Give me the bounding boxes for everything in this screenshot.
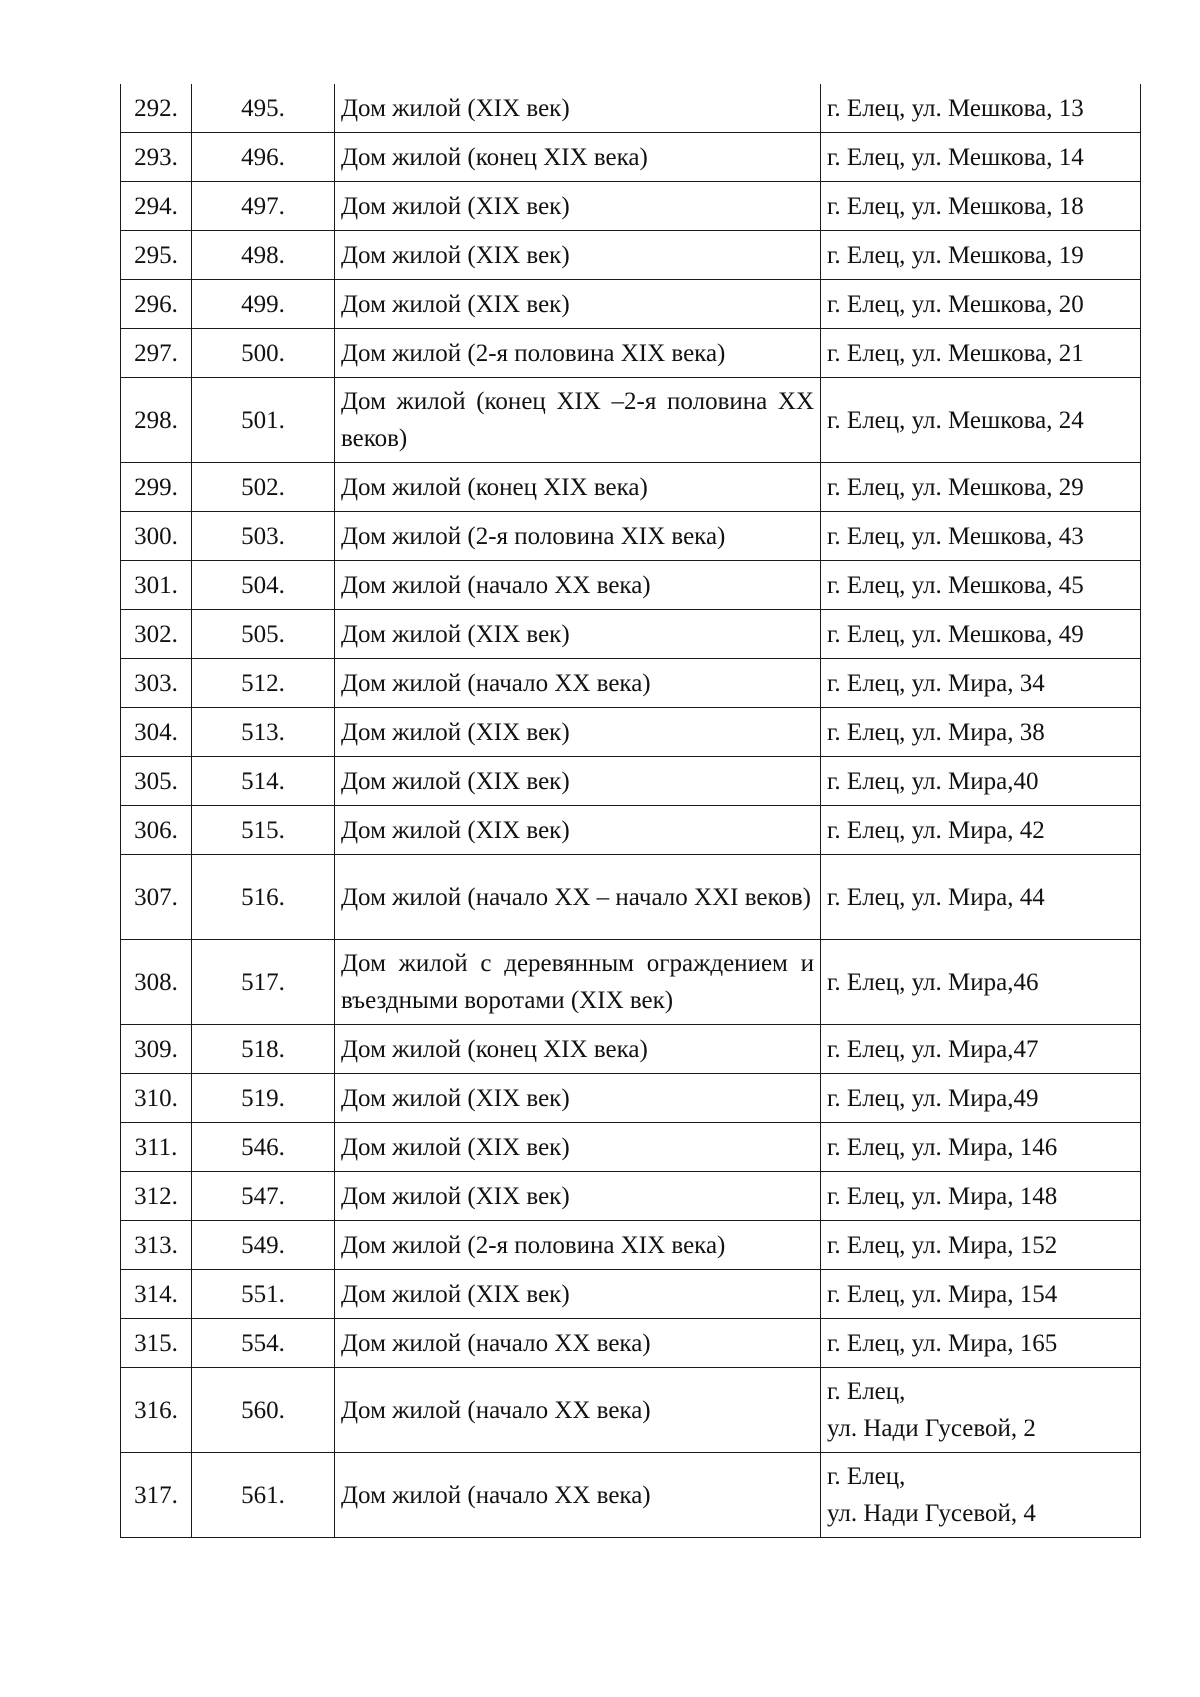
object-code-cell: 504. bbox=[192, 561, 335, 610]
object-name-cell: Дом жилой (XIX век) bbox=[335, 231, 821, 280]
object-name-cell: Дом жилой (начало XX века) bbox=[335, 1368, 821, 1453]
row-number-cell: 306. bbox=[121, 806, 192, 855]
heritage-registry-table bbox=[120, 84, 1141, 1538]
table-row bbox=[121, 1319, 1141, 1368]
object-name-cell: Дом жилой (XIX век) bbox=[335, 806, 821, 855]
row-number-cell: 299. bbox=[121, 463, 192, 512]
object-address-cell: г. Елец, ул. Мира, 34 bbox=[821, 659, 1141, 708]
table-row bbox=[121, 940, 1141, 1025]
table-row bbox=[121, 1123, 1141, 1172]
object-name-cell: Дом жилой (конец XIX века) bbox=[335, 1025, 821, 1074]
table-row bbox=[121, 757, 1141, 806]
object-address-cell: г. Елец, ул. Мира,40 bbox=[821, 757, 1141, 806]
table-row bbox=[121, 1172, 1141, 1221]
row-number-cell: 308. bbox=[121, 940, 192, 1025]
object-address-cell: г. Елец, ул. Мира, 42 bbox=[821, 806, 1141, 855]
object-name-cell: Дом жилой (начало XX века) bbox=[335, 561, 821, 610]
object-name-cell: Дом жилой (XIX век) bbox=[335, 84, 821, 133]
table-row bbox=[121, 1025, 1141, 1074]
table-row bbox=[121, 1453, 1141, 1538]
object-address-cell: г. Елец, ул. Мешкова, 49 bbox=[821, 610, 1141, 659]
object-name-cell: Дом жилой (XIX век) bbox=[335, 610, 821, 659]
row-number-cell: 305. bbox=[121, 757, 192, 806]
row-number-cell: 314. bbox=[121, 1270, 192, 1319]
row-number-cell: 292. bbox=[121, 84, 192, 133]
object-code-cell: 518. bbox=[192, 1025, 335, 1074]
table-row bbox=[121, 610, 1141, 659]
object-name-cell: Дом жилой (начало XX – начало XXI веков) bbox=[335, 855, 821, 940]
table-row bbox=[121, 329, 1141, 378]
table-row bbox=[121, 561, 1141, 610]
table-row bbox=[121, 1368, 1141, 1453]
object-code-cell: 560. bbox=[192, 1368, 335, 1453]
object-address-cell: г. Елец, ул. Мешкова, 24 bbox=[821, 378, 1141, 463]
table-row bbox=[121, 659, 1141, 708]
object-address-cell: г. Елец, ул. Мешкова, 18 bbox=[821, 182, 1141, 231]
object-name-cell: Дом жилой (XIX век) bbox=[335, 1123, 821, 1172]
object-address-cell: г. Елец, ул. Мира,47 bbox=[821, 1025, 1141, 1074]
table-row bbox=[121, 512, 1141, 561]
object-address-cell: г. Елец, ул. Мешкова, 13 bbox=[821, 84, 1141, 133]
object-name-cell: Дом жилой (XIX век) bbox=[335, 1270, 821, 1319]
object-code-cell: 497. bbox=[192, 182, 335, 231]
row-number-cell: 310. bbox=[121, 1074, 192, 1123]
table-row bbox=[121, 231, 1141, 280]
row-number-cell: 313. bbox=[121, 1221, 192, 1270]
table-row bbox=[121, 280, 1141, 329]
object-address-cell: г. Елец, ул. Мира, 44 bbox=[821, 855, 1141, 940]
object-name-cell: Дом жилой (XIX век) bbox=[335, 1172, 821, 1221]
object-code-cell: 519. bbox=[192, 1074, 335, 1123]
row-number-cell: 297. bbox=[121, 329, 192, 378]
object-code-cell: 501. bbox=[192, 378, 335, 463]
object-code-cell: 495. bbox=[192, 84, 335, 133]
row-number-cell: 295. bbox=[121, 231, 192, 280]
object-address-cell: г. Елец, ул. Мира, 148 bbox=[821, 1172, 1141, 1221]
object-code-cell: 500. bbox=[192, 329, 335, 378]
object-code-cell: 505. bbox=[192, 610, 335, 659]
object-name-cell: Дом жилой (2-я половина XIX века) bbox=[335, 512, 821, 561]
object-name-cell: Дом жилой (начало XX века) bbox=[335, 659, 821, 708]
row-number-cell: 317. bbox=[121, 1453, 192, 1538]
table-row bbox=[121, 806, 1141, 855]
object-address-cell: г. Елец, ул. Мира, 154 bbox=[821, 1270, 1141, 1319]
object-code-cell: 512. bbox=[192, 659, 335, 708]
object-code-cell: 547. bbox=[192, 1172, 335, 1221]
row-number-cell: 309. bbox=[121, 1025, 192, 1074]
table-row bbox=[121, 1270, 1141, 1319]
table-row bbox=[121, 463, 1141, 512]
object-name-cell: Дом жилой (XIX век) bbox=[335, 1074, 821, 1123]
object-address-cell: г. Елец, ул. Мешкова, 20 bbox=[821, 280, 1141, 329]
object-code-cell: 554. bbox=[192, 1319, 335, 1368]
object-name-cell: Дом жилой (2-я половина XIX века) bbox=[335, 329, 821, 378]
row-number-cell: 296. bbox=[121, 280, 192, 329]
row-number-cell: 303. bbox=[121, 659, 192, 708]
row-number-cell: 300. bbox=[121, 512, 192, 561]
table-row bbox=[121, 84, 1141, 133]
object-address-cell: г. Елец, ул. Мира,46 bbox=[821, 940, 1141, 1025]
object-address-cell: г. Елец, ул. Нади Гусевой, 2 bbox=[821, 1368, 1141, 1453]
table-row bbox=[121, 182, 1141, 231]
table-row bbox=[121, 133, 1141, 182]
object-code-cell: 503. bbox=[192, 512, 335, 561]
object-name-cell: Дом жилой с деревянным ограждением и въездными воротами (XIX век) bbox=[335, 940, 821, 1025]
row-number-cell: 302. bbox=[121, 610, 192, 659]
object-name-cell: Дом жилой (XIX век) bbox=[335, 757, 821, 806]
registry-table-body bbox=[121, 84, 1141, 1538]
object-code-cell: 513. bbox=[192, 708, 335, 757]
row-number-cell: 307. bbox=[121, 855, 192, 940]
object-address-cell: г. Елец, ул. Мира,49 bbox=[821, 1074, 1141, 1123]
table-row bbox=[121, 378, 1141, 463]
object-address-cell: г. Елец, ул. Нади Гусевой, 4 bbox=[821, 1453, 1141, 1538]
object-code-cell: 551. bbox=[192, 1270, 335, 1319]
object-address-cell: г. Елец, ул. Мешкова, 43 bbox=[821, 512, 1141, 561]
object-code-cell: 561. bbox=[192, 1453, 335, 1538]
object-code-cell: 514. bbox=[192, 757, 335, 806]
object-code-cell: 516. bbox=[192, 855, 335, 940]
table-row bbox=[121, 1221, 1141, 1270]
object-address-cell: г. Елец, ул. Мешкова, 29 bbox=[821, 463, 1141, 512]
object-code-cell: 546. bbox=[192, 1123, 335, 1172]
object-code-cell: 498. bbox=[192, 231, 335, 280]
object-address-cell: г. Елец, ул. Мешкова, 21 bbox=[821, 329, 1141, 378]
object-code-cell: 496. bbox=[192, 133, 335, 182]
object-name-cell: Дом жилой (начало XX века) bbox=[335, 1453, 821, 1538]
object-address-cell: г. Елец, ул. Мешкова, 14 bbox=[821, 133, 1141, 182]
row-number-cell: 293. bbox=[121, 133, 192, 182]
row-number-cell: 312. bbox=[121, 1172, 192, 1221]
object-name-cell: Дом жилой (конец XIX –2-я половина XX веков) bbox=[335, 378, 821, 463]
row-number-cell: 315. bbox=[121, 1319, 192, 1368]
object-address-cell: г. Елец, ул. Мира, 165 bbox=[821, 1319, 1141, 1368]
object-name-cell: Дом жилой (конец XIX века) bbox=[335, 463, 821, 512]
object-name-cell: Дом жилой (XIX век) bbox=[335, 182, 821, 231]
object-name-cell: Дом жилой (XIX век) bbox=[335, 280, 821, 329]
row-number-cell: 304. bbox=[121, 708, 192, 757]
row-number-cell: 298. bbox=[121, 378, 192, 463]
object-address-cell: г. Елец, ул. Мешкова, 19 bbox=[821, 231, 1141, 280]
object-code-cell: 517. bbox=[192, 940, 335, 1025]
object-code-cell: 502. bbox=[192, 463, 335, 512]
object-name-cell: Дом жилой (2-я половина XIX века) bbox=[335, 1221, 821, 1270]
object-address-cell: г. Елец, ул. Мира, 146 bbox=[821, 1123, 1141, 1172]
object-code-cell: 515. bbox=[192, 806, 335, 855]
object-name-cell: Дом жилой (XIX век) bbox=[335, 708, 821, 757]
table-row bbox=[121, 708, 1141, 757]
row-number-cell: 294. bbox=[121, 182, 192, 231]
object-code-cell: 499. bbox=[192, 280, 335, 329]
object-address-cell: г. Елец, ул. Мира, 152 bbox=[821, 1221, 1141, 1270]
object-name-cell: Дом жилой (конец XIX века) bbox=[335, 133, 821, 182]
object-code-cell: 549. bbox=[192, 1221, 335, 1270]
row-number-cell: 301. bbox=[121, 561, 192, 610]
table-row bbox=[121, 855, 1141, 940]
table-row bbox=[121, 1074, 1141, 1123]
object-address-cell: г. Елец, ул. Мешкова, 45 bbox=[821, 561, 1141, 610]
row-number-cell: 316. bbox=[121, 1368, 192, 1453]
object-address-cell: г. Елец, ул. Мира, 38 bbox=[821, 708, 1141, 757]
row-number-cell: 311. bbox=[121, 1123, 192, 1172]
object-name-cell: Дом жилой (начало XX века) bbox=[335, 1319, 821, 1368]
